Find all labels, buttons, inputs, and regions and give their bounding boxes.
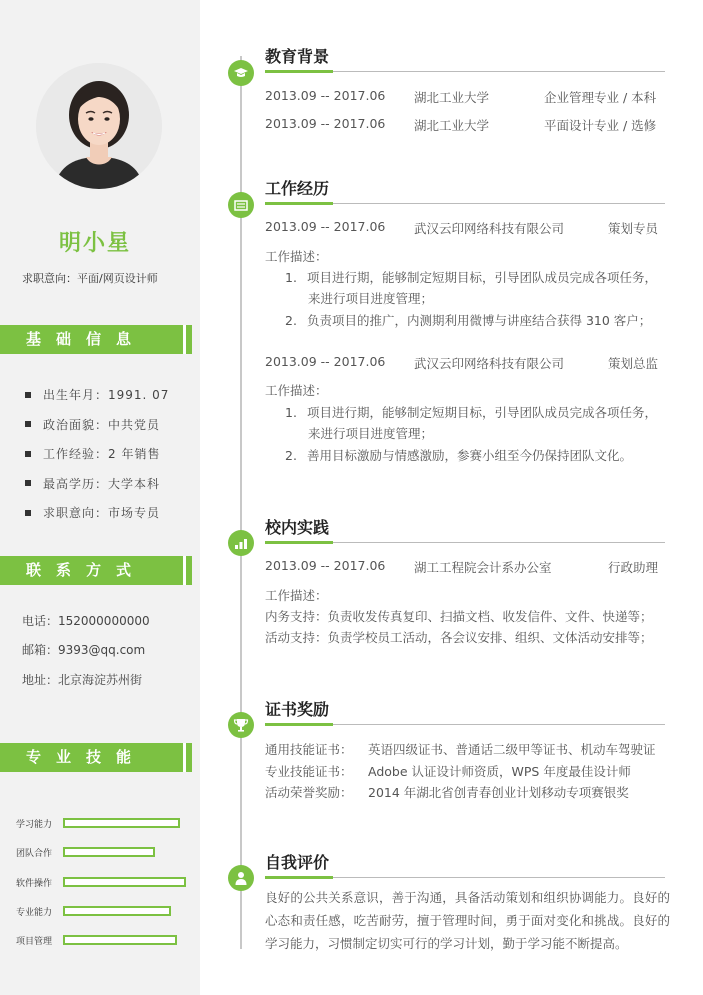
- skill-label: 学习能力: [16, 819, 53, 830]
- contact-email: 邮箱：9393@qq.com: [22, 643, 146, 657]
- skill-label: 专业能力: [16, 907, 53, 918]
- skills-header: 专业技能: [0, 743, 183, 772]
- award-label: 活动荣誉奖励：: [265, 785, 353, 800]
- job-company: 武汉云印网络科技有限公司: [414, 221, 565, 236]
- square-bullet-icon: [25, 510, 31, 516]
- work-divider: [265, 203, 665, 204]
- award-value: 英语四级证书、普通话二级甲等证书、机动车驾驶证: [368, 742, 656, 757]
- sidebar: [0, 0, 200, 995]
- skill-label: 软件操作: [16, 878, 53, 889]
- job-desc-label: 工作描述：: [265, 383, 328, 398]
- square-bullet-icon: [25, 421, 31, 427]
- candidate-name: 明小星: [58, 231, 131, 256]
- skill-level-bar: [63, 935, 177, 945]
- list-item: 工作经验：2 年销售: [25, 439, 169, 469]
- campus-duty: 活动支持：负责学校员工活动，各会议安排、组织、文体活动安排等；: [265, 630, 653, 645]
- job-intent: 求职意向：平面/网页设计师: [22, 272, 158, 285]
- education-major: 平面设计专业 / 选修: [544, 118, 657, 133]
- contact-header: 联系方式: [0, 556, 183, 585]
- work-title: 工作经历: [265, 179, 330, 198]
- skill-item: [16, 845, 66, 859]
- job-duty: 2. 负责项目的推广，内测期利用微博与讲座结合获得 310 客户；: [285, 313, 652, 328]
- list-item: 求职意向：市场专员: [25, 498, 169, 528]
- campus-date: 2013.09 -- 2017.06: [265, 558, 386, 573]
- award-label: 专业技能证书：: [265, 764, 353, 779]
- skill-level-bar: [63, 906, 171, 916]
- award-value: Adobe 认证设计师资质，WPS 年度最佳设计师: [368, 764, 631, 779]
- skill-level-bar: [63, 847, 155, 857]
- skill-level-bar: [63, 818, 180, 828]
- self-eval-divider: [265, 877, 665, 878]
- job-duty: 2. 善用目标激励与情感激励，参赛小组至今仍保持团队文化。: [285, 448, 633, 463]
- basic-info-header-accent: [183, 325, 192, 354]
- job-desc-label: 工作描述：: [265, 249, 328, 264]
- skill-item: [16, 816, 66, 830]
- list-item: 政治面貌：中共党员: [25, 410, 169, 440]
- job-date: 2013.09 -- 2017.06: [265, 354, 386, 369]
- campus-role: 行政助理: [608, 560, 659, 575]
- campus-divider: [265, 542, 665, 543]
- job-duty: 1. 项目进行期，能够制定短期目标，引导团队成员完成各项任务，: [285, 405, 658, 420]
- campus-desc-label: 工作描述：: [265, 588, 328, 603]
- awards-title: 证书奖励: [265, 700, 330, 719]
- list-item: 出生年月：1991. 07: [25, 380, 169, 410]
- square-bullet-icon: [25, 392, 31, 398]
- contact-phone: 电话：152000000000: [22, 614, 150, 628]
- job-role: 策划总监: [608, 356, 659, 371]
- education-school: 湖北工业大学: [414, 90, 490, 105]
- education-date: 2013.09 -- 2017.06: [265, 88, 386, 103]
- person-icon: [228, 865, 254, 891]
- trophy-icon: [228, 712, 254, 738]
- skill-label: 项目管理: [16, 936, 53, 947]
- list-item: 最高学历：大学本科: [25, 469, 169, 499]
- skill-item: [16, 904, 66, 918]
- skill-item: [16, 933, 66, 947]
- square-bullet-icon: [25, 480, 31, 486]
- graduation-cap-icon: [228, 60, 254, 86]
- education-divider: [265, 71, 665, 72]
- skill-label: 团队合作: [16, 848, 53, 859]
- education-date: 2013.09 -- 2017.06: [265, 116, 386, 131]
- briefcase-icon: [228, 192, 254, 218]
- job-company: 武汉云印网络科技有限公司: [414, 356, 565, 371]
- skill-item: [16, 875, 66, 889]
- basic-info-list: [25, 380, 169, 528]
- skill-level-bar: [63, 877, 186, 887]
- job-date: 2013.09 -- 2017.06: [265, 219, 386, 234]
- award-label: 通用技能证书：: [265, 742, 353, 757]
- campus-duty: 内务支持：负责收发传真复印、扫描文档、收发信件、文件、快递等；: [265, 609, 653, 624]
- contact-header-accent: [183, 556, 192, 585]
- contact-address: 地址：北京海淀苏州街: [22, 673, 143, 687]
- square-bullet-icon: [25, 451, 31, 457]
- education-title: 教育背景: [265, 47, 330, 66]
- education-major: 企业管理专业 / 本科: [544, 90, 657, 105]
- job-duty: 1. 项目进行期，能够制定短期目标，引导团队成员完成各项任务，: [285, 270, 658, 285]
- timeline-line: [240, 56, 242, 949]
- job-role: 策划专员: [608, 221, 659, 236]
- avatar-illustration: [36, 63, 162, 189]
- awards-divider: [265, 724, 665, 725]
- campus-org: 湖工工程院会计系办公室: [414, 560, 552, 575]
- skills-header-accent: [183, 743, 192, 772]
- bar-chart-icon: [228, 530, 254, 556]
- campus-title: 校内实践: [265, 518, 330, 537]
- job-duty-continued: 来进行项目进度管理；: [308, 291, 434, 306]
- self-eval-text: 良好的公共关系意识，善于沟通，具备活动策划和组织协调能力。良好的心态和责任感，吃苦耐劳，擅于管理时间，勇于面对变化和挑战。良好的学习能力，习惯制定切实可行的学习计划，勤于学习能不断提高。: [265, 890, 670, 951]
- job-duty-continued: 来进行项目进度管理；: [308, 426, 434, 441]
- award-value: 2014 年湖北省创青春创业计划移动专项赛银奖: [368, 785, 629, 800]
- self-eval-title: 自我评价: [265, 853, 330, 872]
- education-school: 湖北工业大学: [414, 118, 490, 133]
- basic-info-header: 基础信息: [0, 325, 183, 354]
- avatar: [36, 63, 162, 189]
